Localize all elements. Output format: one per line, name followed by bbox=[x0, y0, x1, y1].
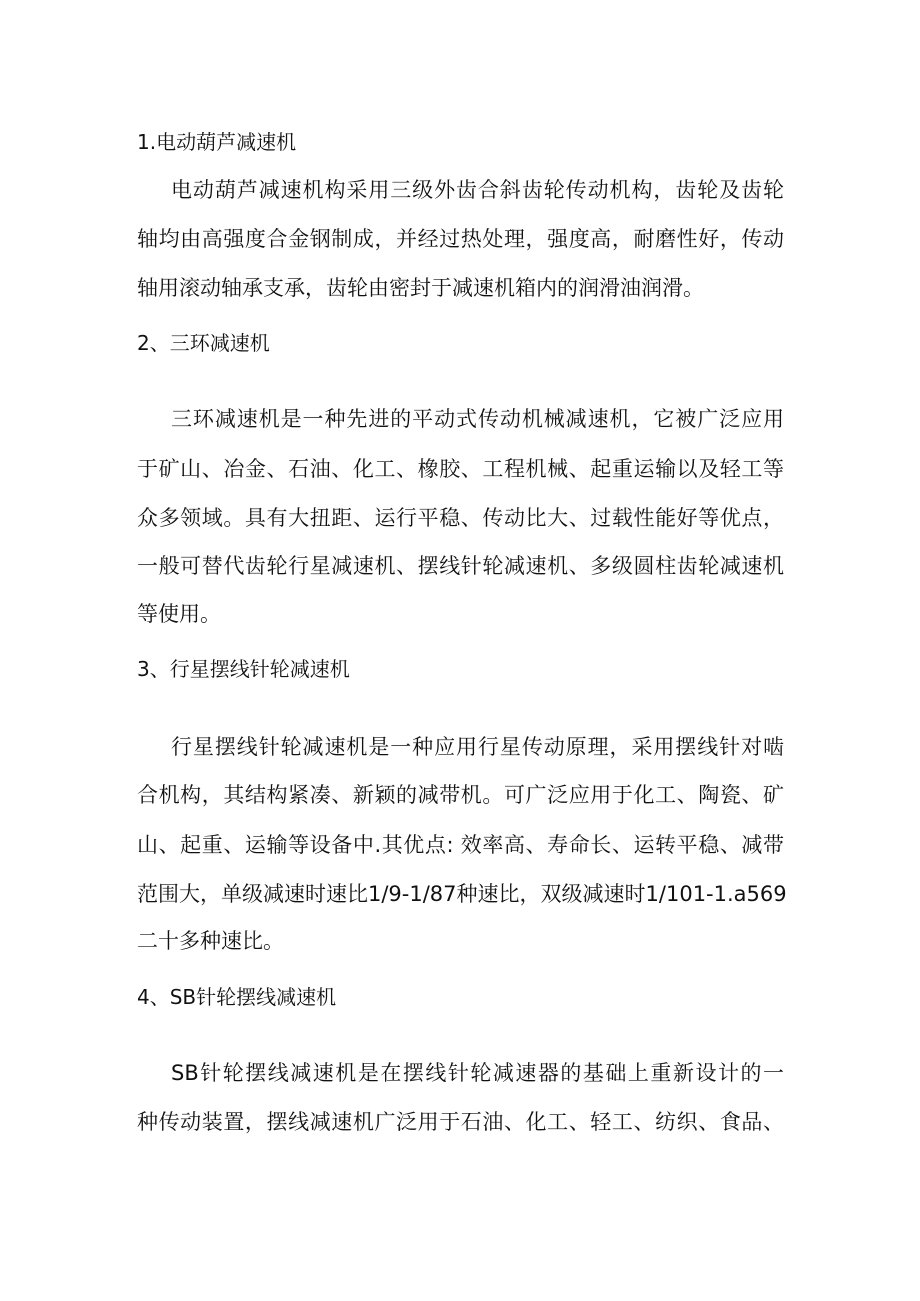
paragraph-line: 种传动装置，摆线减速机广泛用于石油、化工、轻工、纺织、食品、 bbox=[137, 1110, 784, 1134]
paragraph-line: SB针轮摆线减速机是在摆线针轮减速器的基础上重新设计的一 bbox=[171, 1061, 784, 1085]
paragraph-line: 轴均由高强度合金钢制成，并经过热处理，强度高，耐磨性好，传动 bbox=[137, 227, 784, 251]
paragraph-line: 合机构，其结构紧凑、新颖的减带机。可广泛应用于化工、陶瓷、矿 bbox=[137, 783, 784, 807]
paragraph-line: 范围大，单级减速时速比1/9-1/87种速比，双级减速时1/101-1.a569 bbox=[137, 882, 787, 906]
paragraph-line: 行星摆线针轮减速机是一种应用行星传动原理，采用摆线针对啮 bbox=[171, 735, 784, 759]
paragraph-line: 轴用滚动轴承支承，齿轮由密封于减速机箱内的润滑油润滑。 bbox=[137, 276, 704, 300]
paragraph-line: 一般可替代齿轮行星减速机、摆线针轮减速机、多级圆柱齿轮减速机 bbox=[137, 554, 784, 578]
section-heading: 1.电动葫芦减速机 bbox=[137, 130, 297, 154]
paragraph-line: 二十多种速比。 bbox=[137, 929, 284, 953]
paragraph-line: 三环减速机是一种先进的平动式传动机械减速机，它被广泛应用 bbox=[171, 407, 784, 431]
paragraph-line: 山、起重、运输等设备中.其优点: 效率高、寿命长、运转平稳、减带 bbox=[137, 833, 784, 857]
paragraph-line: 电动葫芦减速机构采用三级外齿合斜齿轮传动机构，齿轮及齿轮 bbox=[171, 178, 784, 202]
paragraph-line: 众多领域。具有大扭距、运行平稳、传动比大、过载性能好等优点， bbox=[137, 506, 784, 530]
section-heading: 3、行星摆线针轮减速机 bbox=[137, 657, 350, 681]
paragraph-line: 等使用。 bbox=[137, 602, 221, 626]
paragraph-line: 于矿山、冶金、石油、化工、橡胶、工程机械、起重运输以及轻工等 bbox=[137, 457, 784, 481]
section-heading: 4、SB针轮摆线减速机 bbox=[137, 985, 337, 1009]
section-heading: 2、三环减速机 bbox=[137, 331, 270, 355]
